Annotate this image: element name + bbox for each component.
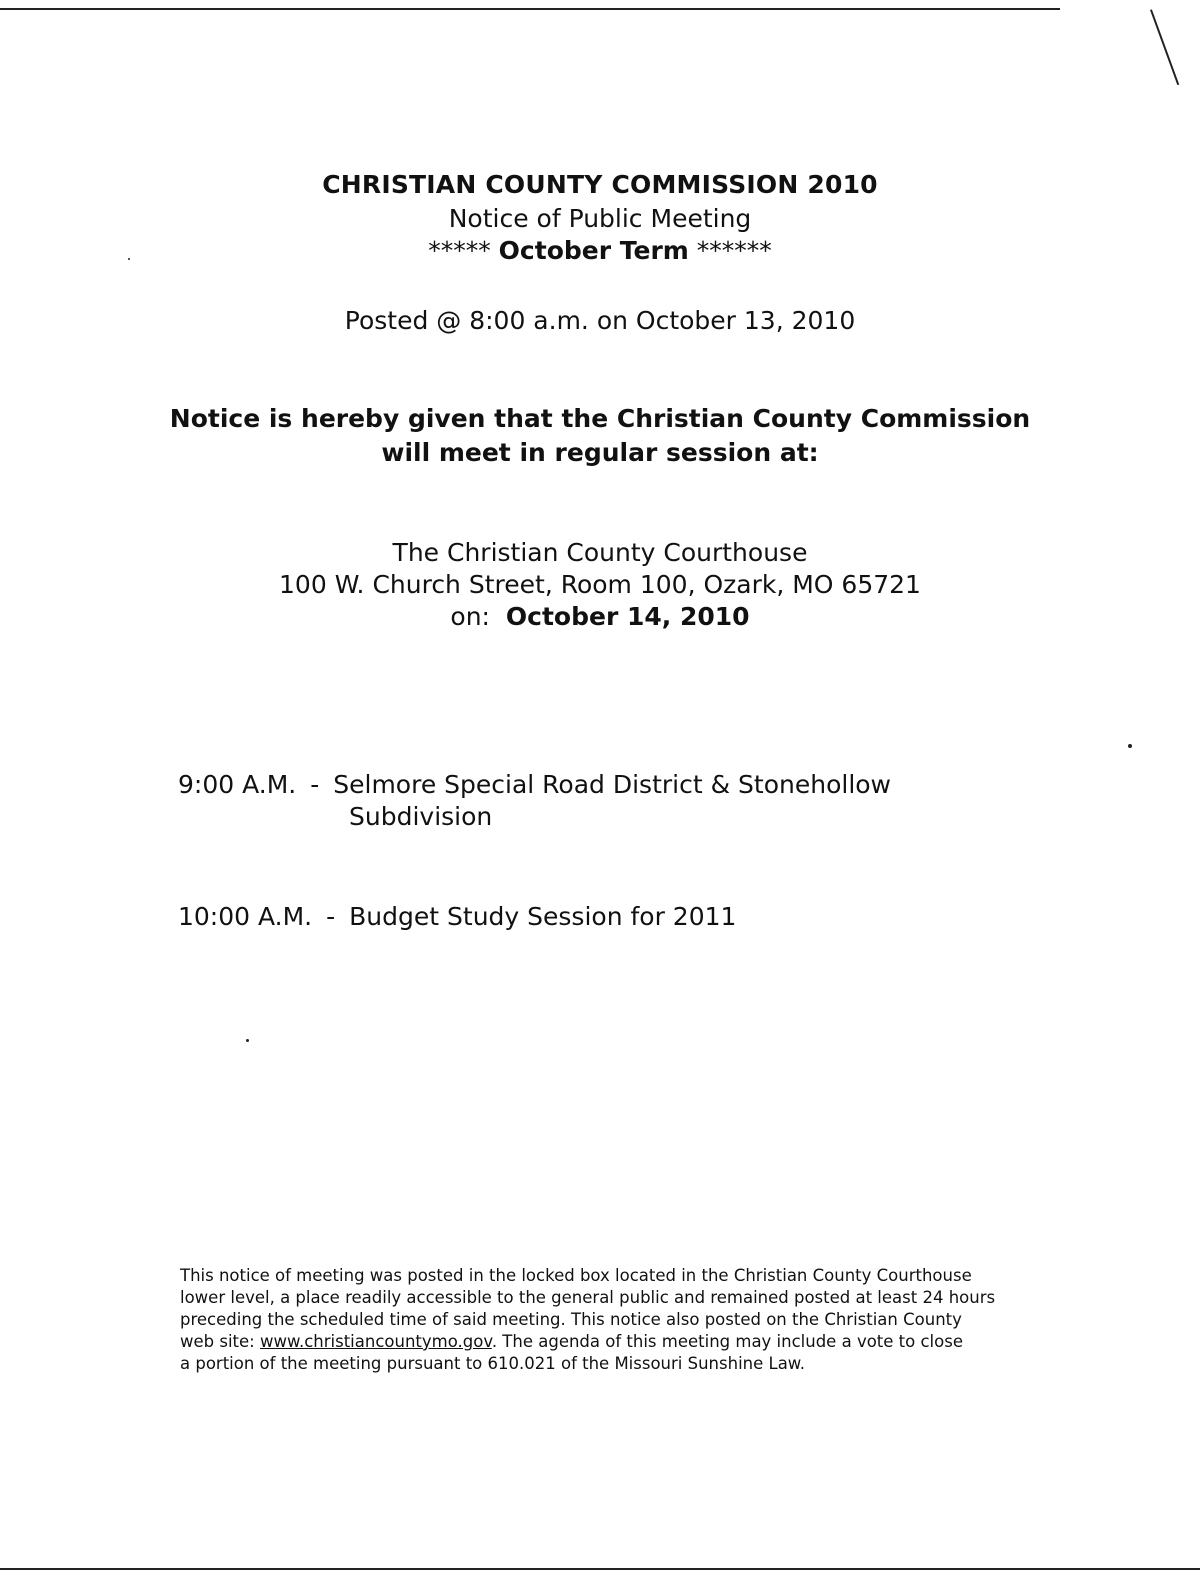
footer-line: a portion of the meeting pursuant to 610.021 of the Missouri Sunshine Law. (180, 1354, 806, 1373)
agenda-time: 10:00 A.M. (178, 902, 313, 931)
footer-line (180, 1331, 1030, 1353)
posted-line: Posted @ 8:00 a.m. on October 13, 2010 (344, 306, 856, 335)
website-link[interactable]: www.christiancountymo.gov (259, 1332, 492, 1351)
scan-border-bottom (0, 1568, 1200, 1570)
agenda-time: 9:00 A.M. (178, 770, 297, 799)
footer-website-label: web site: (180, 1332, 255, 1351)
agenda-description: Budget Study Session for 2011 (349, 902, 737, 931)
agenda-item (178, 901, 736, 933)
agenda-description: Selmore Special Road District & Stonehollow (333, 770, 892, 799)
page-subtitle: Notice of Public Meeting (448, 204, 752, 233)
footer-line: preceding the scheduled time of said meeting. This notice also posted on the Christian County (180, 1310, 962, 1329)
footer-notice (180, 1265, 1030, 1375)
notice-line-2: will meet in regular session at: (381, 438, 819, 467)
notice-line-1: Notice is hereby given that the Christian County Commission (169, 404, 1031, 433)
footer-line-suffix: . The agenda of this meeting may include a vote to close (491, 1332, 963, 1351)
venue-address: 100 W. Church Street, Room 100, Ozark, MO 65721 (279, 570, 921, 599)
agenda-dash: - (326, 902, 336, 931)
meeting-date: October 14, 2010 (505, 602, 750, 631)
page-title: CHRISTIAN COUNTY COMMISSION 2010 (322, 170, 878, 199)
agenda-description-continued: Subdivision (349, 802, 493, 831)
venue-on-label: on: (450, 602, 490, 631)
scan-border-right (1150, 9, 1179, 85)
agenda-dash: - (310, 770, 320, 799)
footer-line: lower level, a place readily accessible to the general public and remained posted at least 24 hours (180, 1288, 996, 1307)
scan-speck (246, 1039, 249, 1042)
agenda-item (178, 769, 891, 833)
term-line (0, 236, 1200, 265)
term-prefix: ***** (428, 236, 491, 265)
venue-name: The Christian County Courthouse (392, 538, 808, 567)
venue-block (0, 537, 1200, 633)
term-name: October Term (498, 236, 689, 265)
venue-date-line (0, 601, 1200, 633)
scan-speck (1128, 744, 1132, 748)
term-suffix: ****** (696, 236, 772, 265)
scan-border-top (0, 8, 1060, 10)
notice-heading (0, 402, 1200, 470)
footer-line: This notice of meeting was posted in the locked box located in the Christian County Courthouse (180, 1266, 972, 1285)
